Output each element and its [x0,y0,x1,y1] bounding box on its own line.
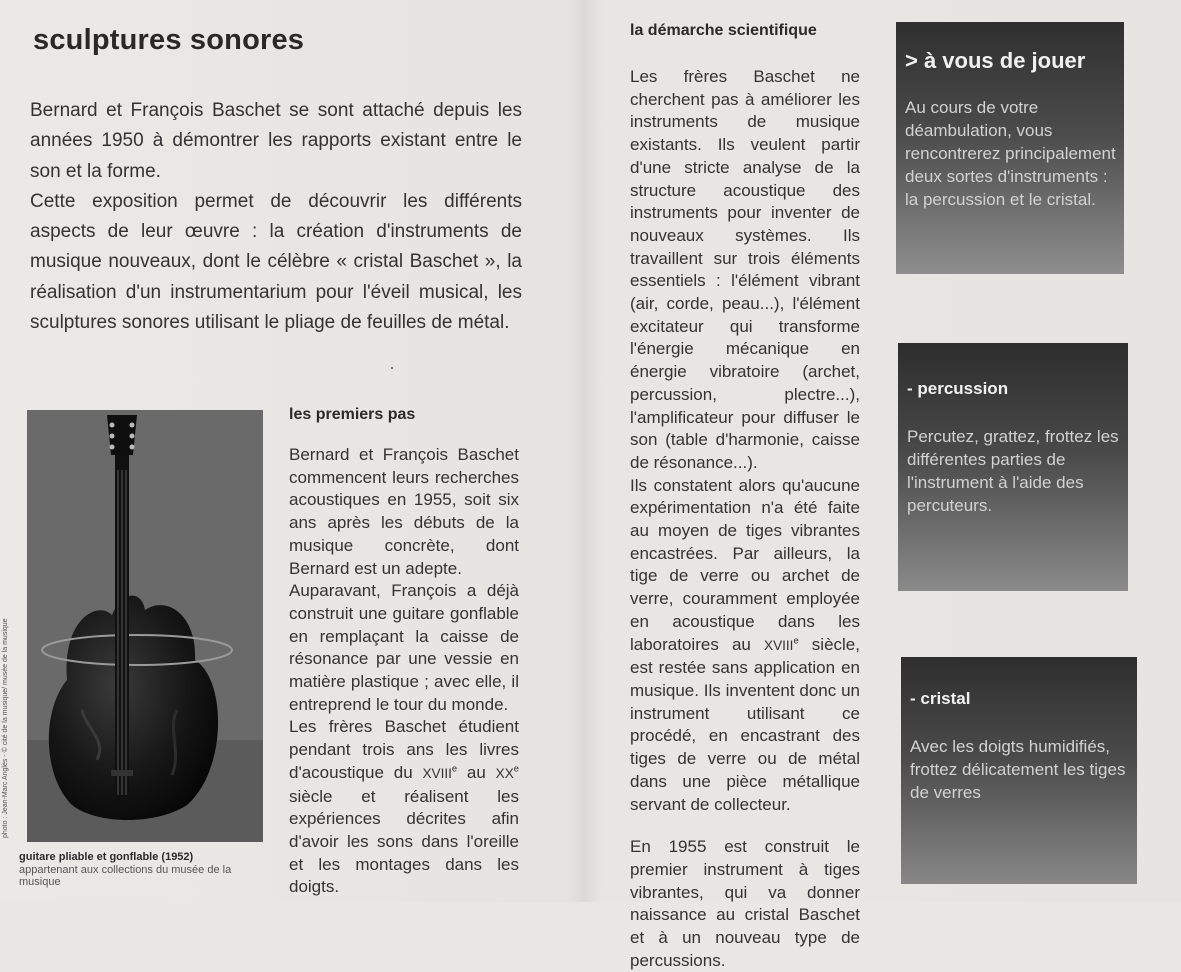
box-jouer-heading: > à vous de jouer [905,48,1086,73]
demarche-paragraph-2 [630,475,860,817]
century-suffix: e [513,763,519,774]
premiers-pas-paragraph-3 [289,716,519,899]
premiers-pas-body [289,444,519,899]
photo-caption [19,851,269,889]
caption-title: guitare pliable et gonflable (1952) [19,851,194,863]
decorative-dot [391,367,393,369]
premiers-pas-heading: les premiers pas [289,406,416,423]
premiers-pas-paragraph-1: Bernard et François Baschet commencent leurs recherches acoustiques en 1955, soit six ans après les débuts de la musique concrète, dont Bernard est un adepte. [289,445,519,578]
box-percussion-heading: - percussion [907,379,1009,398]
century-xviii: XVIII [422,765,452,781]
century-xx: XX [495,765,514,781]
box-jouer-text: Au cours de votre déambulation, vous rencontrerez principalement deux sortes d'instruments : la percussion et le cristal. [905,98,1116,209]
century-suffix: e [451,763,458,774]
section-demarche-scientifique [630,22,860,972]
demarche-paragraph-3: En 1955 est construit le premier instrument à tiges vibrantes, qui va donner naissance au cristal Baschet et à un nouveau type de percussions. [630,837,860,970]
demarche-paragraph-1: Les frères Baschet ne cherchent pas à améliorer les instruments de musique existants. Ils veulent partir d'une stricte analyse de la structure acoustique des instruments pour inventer de nouveaux systèmes. Ils travaillent sur trois éléments essentiels : l'élément vibrant (air, corde, peau...), l'élément excitateur qui transforme l'énergie mécanique en énergie vibratoire (archet, percussion, plectre...), l'amplificateur pour diffuser le son (table d'harmonie, caisse de résonance...). [630,67,860,472]
p2-part-b: siècle, est restée sans application en musique. Ils inventent donc un instrument utilisant ce procédé, en encastrant des tiges de verre ou de métal dans une pièce métallique servant de collecteur. [630,634,860,814]
p2-part-a: Ils constatent alors qu'aucune expérimentation n'a été faite au moyen de tiges vibrantes encastrées. Par ailleurs, la tige de verre ou archet de verre, couramment employée en acoustique dans les laboratoires au [630,475,860,654]
box-cristal-heading: - cristal [910,689,971,708]
section-premiers-pas [289,406,519,899]
caption-text: appartenant aux collections du musée de la musique [19,863,232,888]
box-percussion-text: Percutez, grattez, frottez les différentes parties de l'instrument à l'aide des percuteurs. [907,427,1119,515]
p3-part-a: Les frères Baschet étudient pendant trois ans les livres d'acoustique du [289,717,519,782]
intro-text [30,96,522,338]
premiers-pas-paragraph-2: Auparavant, François a déjà construit une guitare gonflable en remplaçant la caisse de résonance par une vessie en matière plastique ; avec elle, il entreprend le tour du monde. [289,581,519,714]
guitar-photo [27,410,263,842]
demarche-body [630,66,860,972]
p3-part-b: au [457,762,496,782]
century-xviii: XVIII [764,637,794,653]
box-percussion [898,343,1128,591]
box-cristal [901,657,1137,884]
intro-paragraph-1: Bernard et François Baschet se sont attaché depuis les années 1950 à démontrer les rapports existant entre le son et la forme. [30,100,522,182]
page-title: sculptures sonores [33,24,305,56]
demarche-heading: la démarche scientifique [630,22,817,39]
photo-credit: photo : Jean-Marc Anglès - © cité de la musique/ musée de la musique [2,618,9,838]
box-cristal-text: Avec les doigts humidifiés, frottez délicatement les tiges de verres [910,737,1126,802]
century-suffix: e [793,634,799,645]
box-a-vous-de-jouer [896,22,1124,274]
intro-paragraph-2: Cette exposition permet de découvrir les différents aspects de leur œuvre : la création d'instruments de musique nouveaux, dont le célèbre « cristal Baschet », la réalisation d'un instrumentarium pour l'éveil musical, les sculptures sonores utilisant le pliage de feuilles de métal. [30,190,522,334]
inflatable-guitar-illustration [27,410,263,842]
p3-part-c: siècle et réalisent les expériences décrites afin d'avoir les sons dans l'oreille et les montages dans les doigts. [289,786,519,897]
